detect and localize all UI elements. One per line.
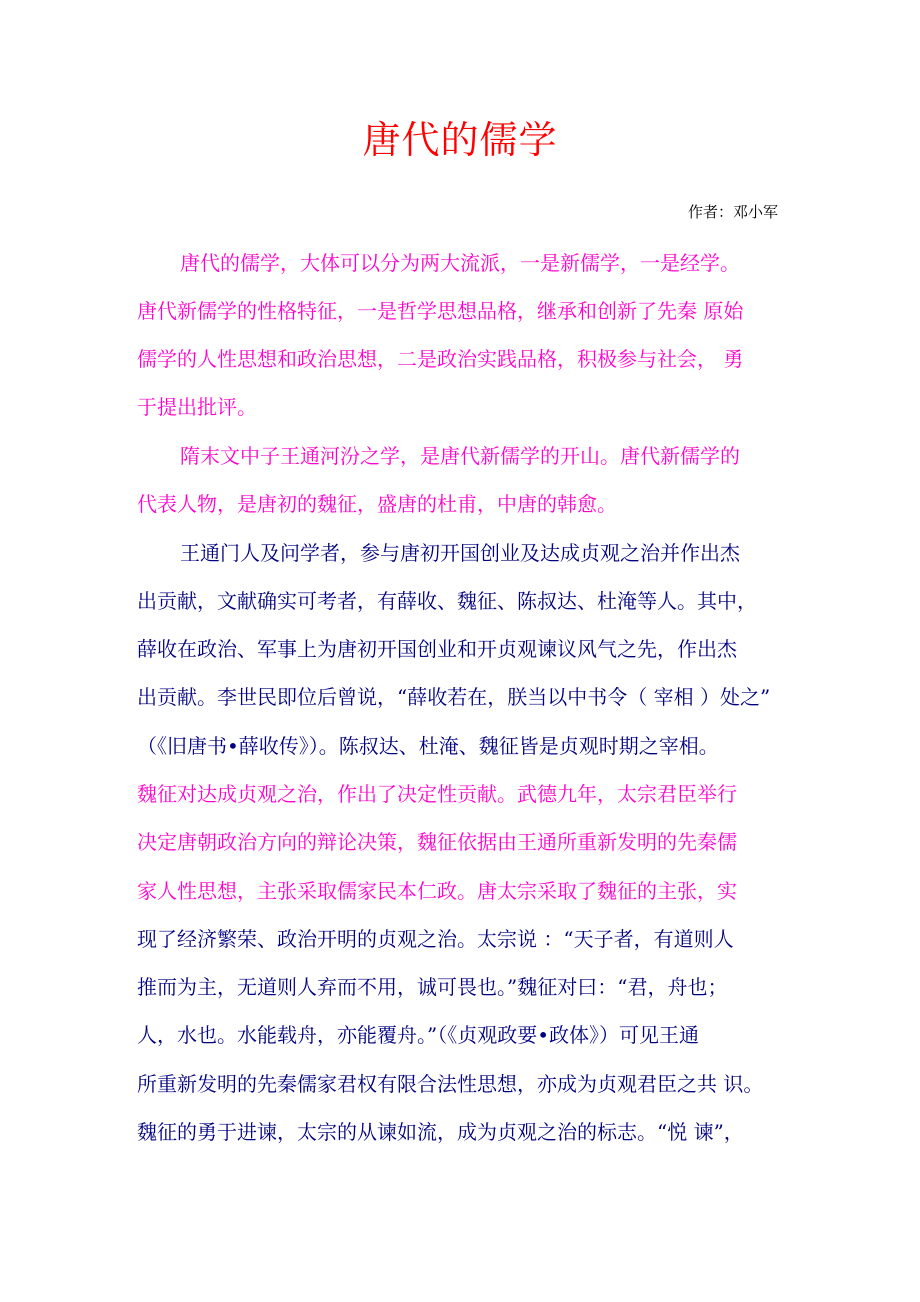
paragraph-line: 决定唐朝政治方向的辩论决策，魏征依据由王通所重新发明的先秦儒 [137, 830, 737, 854]
paragraph-line: 所重新发明的先秦儒家君权有限合法性思想，亦成为贞观君臣之共 识。 [137, 1072, 764, 1096]
paragraph-line: 代表人物，是唐初的魏征，盛唐的杜甫，中唐的韩愈。 [137, 492, 617, 516]
paragraph-line: 薛收在政治、军事上为唐初开国创业和开贞观谏议风气之先，作出杰 [137, 637, 737, 661]
paragraph-line: 魏征的勇于进谏，太宗的从谏如流，成为贞观之治的标志。“悦 谏”， [137, 1120, 744, 1144]
paragraph-line: 唐代的儒学，大体可以分为两大流派，一是新儒学，一是经学。 [180, 251, 740, 275]
paragraph-line: 儒学的人性思想和政治思想，二是政治实践品格，积极参与社会， 勇 [137, 347, 744, 371]
document-title: 唐代的儒学 [362, 118, 558, 162]
paragraph-line: 出贡献，文献确实可考者，有薛收、魏征、陈叔达、杜淹等人。其中， [137, 589, 757, 613]
paragraph-line: 出贡献。李世民即位后曾说，“薛收若在，朕当以中书令（ 宰相 ）处之” [137, 685, 771, 709]
paragraph-line: 王通门人及问学者，参与唐初开国创业及达成贞观之治并作出杰 [180, 541, 740, 565]
author-byline: 作者：邓小军 [688, 203, 779, 221]
paragraph-line: 唐代新儒学的性格特征，一是哲学思想品格，继承和创新了先秦 原始 [137, 299, 744, 323]
paragraph-line: 于提出批评。 [137, 395, 257, 419]
paragraph-line: 魏征对达成贞观之治，作出了决定性贡献。武德九年，太宗君臣举行 [137, 782, 737, 806]
paragraph-line: （《旧唐书•薛收传》）。陈叔达、杜淹、魏征皆是贞观时期之宰相。 [137, 734, 719, 758]
paragraph-line: 家人性思想，主张采取儒家民本仁政。唐太宗采取了魏征的主张，实 [137, 879, 737, 903]
paragraph-line: 现了经济繁荣、政治开明的贞观之治。太宗说 ：“天子者，有道则人 [137, 927, 734, 951]
paragraph-line: 隋末文中子王通河汾之学，是唐代新儒学的开山。唐代新儒学的 [180, 444, 740, 468]
paragraph-line: 人，水也。水能载舟，亦能覆舟。”（《贞观政要•政体》）可见王通 [137, 1023, 700, 1047]
paragraph-line: 推而为主，无道则人弃而不用，诚可畏也。”魏征对曰：“君，舟也； [137, 975, 728, 999]
